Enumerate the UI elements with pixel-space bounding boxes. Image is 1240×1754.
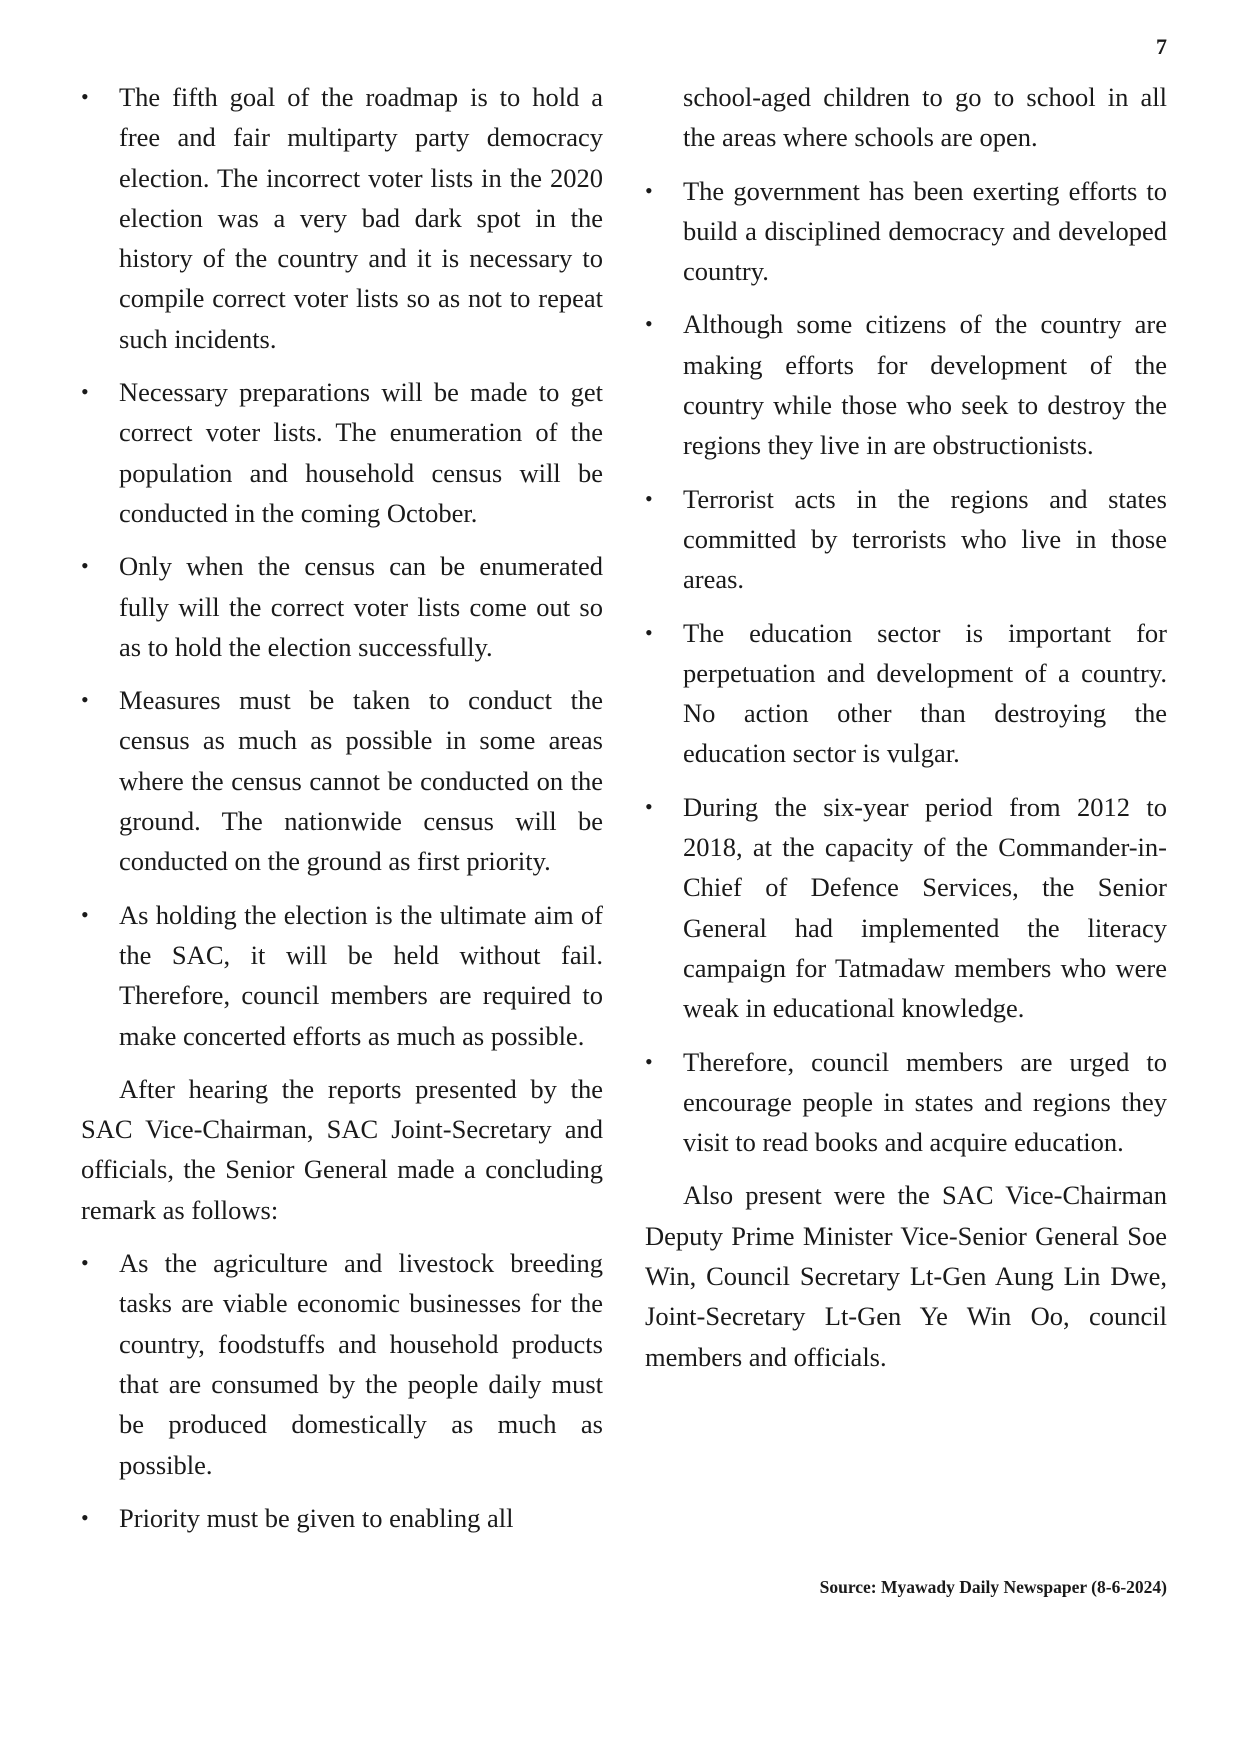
body-paragraph: After hearing the reports presented by the SAC Vice-Chairman, SAC Joint-Secretary and officials, the Senior General made a concluding remark as follows: [81, 1073, 603, 1225]
source-credit: Source: Myawady Daily Newspaper (8-6-2024) [819, 1577, 1167, 1597]
bullet-item: • Measures must be taken to conduct the census as much as possible in some areas where the census cannot be conducted on the ground. The nationwide census will be conducted on the ground as first priority. [81, 680, 603, 881]
bullet-item: • The education sector is important for perpetuation and development of a country. No action other than destroying the education sector is vulgar. [645, 613, 1167, 774]
page-number: 7 [1156, 34, 1167, 59]
continued-bullet-text: school-aged children to go to school in all the areas where schools are open. [683, 82, 1167, 153]
bullet-item: • Terrorist acts in the regions and states committed by terrorists who live in those areas. [645, 479, 1167, 600]
bullet-item: • During the six-year period from 2012 to 2018, at the capacity of the Commander-in-Chief of Defence Services, the Senior General had implemented the literacy campaign for Tatmadaw members who were weak in educational knowledge. [645, 787, 1167, 1029]
bullet-item: • Only when the census can be enumerated fully will the correct voter lists come out so as to hold the election successfully. [81, 546, 603, 667]
bullet-item: • As the agriculture and livestock breeding tasks are viable economic businesses for the country, foodstuffs and household products that are consumed by the people daily must be produced domestically as much as possible. [81, 1243, 603, 1485]
bullet-item: • The government has been exerting efforts to build a disciplined democracy and developed country. [645, 171, 1167, 292]
bullet-item: • The fifth goal of the roadmap is to hold a free and fair multiparty party democracy election. The incorrect voter lists in the 2020 election was a very bad dark spot in the history of the country and it is necessary to compile correct voter lists so as not to repeat such incidents. [81, 77, 603, 359]
bullet-item: • Necessary preparations will be made to get correct voter lists. The enumeration of the population and household census will be conducted in the coming October. [81, 372, 603, 533]
bullet-item: • Therefore, council members are urged to encourage people in states and regions they visit to read books and acquire education. [645, 1042, 1167, 1163]
bullet-item: • As holding the election is the ultimate aim of the SAC, it will be held without fail. Therefore, council members are required to make concerted efforts as much as possible. [81, 895, 603, 1056]
bullet-item: • Priority must be given to enabling all [81, 1498, 603, 1538]
left-column [81, 77, 603, 1551]
bullet-item: • Although some citizens of the country are making efforts for development of the country while those who seek to destroy the regions they live in are obstructionists. [645, 304, 1167, 465]
body-paragraph: Also present were the SAC Vice-Chairman Deputy Prime Minister Vice-Senior General Soe Win, Council Secretary Lt-Gen Aung Lin Dwe, Joint-Secretary Lt-Gen Ye Win Oo, council members and officials. [645, 1180, 1167, 1372]
right-column [645, 77, 1167, 1390]
